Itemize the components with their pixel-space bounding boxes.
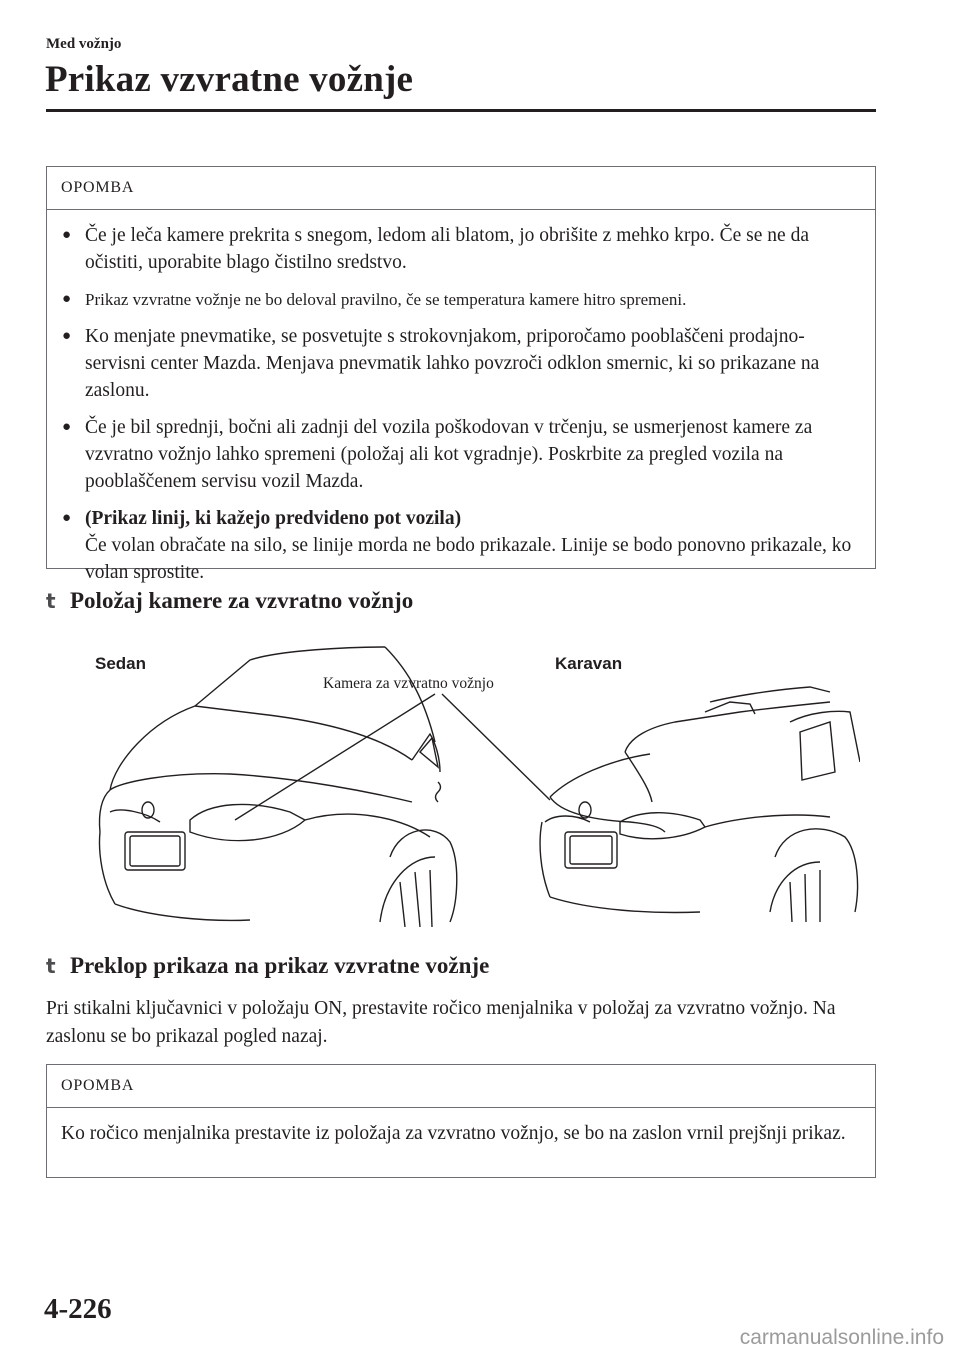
sedan-drawing: [99, 647, 456, 927]
note-item: [61, 222, 861, 276]
note-heading: OPOMBA: [47, 167, 875, 210]
note-box-2: [46, 1064, 876, 1178]
bullet-icon: ●: [62, 419, 72, 435]
section-heading-switch-display: [46, 953, 489, 979]
page-number: 4-226: [44, 1293, 112, 1325]
note-text: Ko ročico menjalnika prestavite iz položaja za vzvratno vožnjo, se bo na zaslon vrnil prejšnji prikaz.: [61, 1123, 846, 1144]
section-marker-icon: t: [46, 954, 56, 978]
bullet-icon: ●: [62, 291, 72, 307]
page-title: Prikaz vzvratne vožnje: [45, 59, 414, 100]
karavan-drawing: [540, 687, 860, 922]
bullet-icon: ●: [62, 510, 72, 526]
section-heading-text: Položaj kamere za vzvratno vožnjo: [70, 588, 414, 613]
section-heading-camera-position: [46, 588, 413, 614]
note-item-text: Če je bil sprednji, bočni ali zadnji del vozila poškodovan v trčenju, se usmerjenost kamere za vzvratno vožnjo lahko spremeni (položaj ali kot vgradnje). Poskrbite za pregled vozila na pooblaščenem servisu vozil Mazda.: [85, 417, 813, 492]
note-item: [61, 286, 861, 313]
figure-label-sedan: Sedan: [95, 654, 147, 673]
figure-callout-camera: Kamera za vzvratno vožnjo: [323, 675, 494, 692]
title-rule: [46, 109, 876, 112]
callout-leader-karavan: [442, 694, 550, 800]
note-item: [61, 505, 861, 586]
note-item-text: Ko menjate pnevmatike, se posvetujte s strokovnjakom, priporočamo pooblaščeni prodajno-servisni center Mazda. Menjava pnevmatik lahko povzroči odklon smernic, ki so prikazane na zaslonu.: [85, 326, 820, 401]
watermark: carmanualsonline.info: [739, 1326, 944, 1349]
callout-leader-sedan: [235, 694, 435, 820]
car-illustration: [90, 642, 860, 927]
note-box-1: [46, 166, 876, 583]
note-item: [61, 414, 861, 495]
section-marker-icon: t: [46, 589, 56, 613]
section-heading-text: Preklop prikaza na prikaz vzvratne vožnje: [70, 953, 490, 978]
bullet-icon: ●: [62, 227, 72, 243]
figure-label-karavan: Karavan: [555, 654, 623, 673]
note-heading: OPOMBA: [47, 1065, 875, 1108]
note-item: [61, 323, 861, 404]
note-item-text: Prikaz vzvratne vožnje ne bo deloval pravilno, če se temperatura kamere hitro spremeni.: [85, 290, 687, 309]
note-list: [47, 210, 875, 606]
bullet-icon: ●: [62, 328, 72, 344]
note-item-text: Če volan obračate na silo, se linije morda ne bodo prikazale. Linije se bodo ponovno prikazale, ko volan sprostite.: [85, 535, 852, 583]
body-paragraph: Pri stikalni ključavnici v položaju ON, prestavite ročico menjalnika v položaj za vzvratno vožnjo. Na zaslonu se bo prikazal pogled nazaj.: [46, 998, 836, 1047]
note-item-text: Če je leča kamere prekrita s snegom, ledom ali blatom, jo obrišite z mehko krpo. Če se ne da očistiti, uporabite blago čistilno sredstvo.: [85, 225, 809, 273]
section-kicker: Med vožnjo: [46, 36, 122, 52]
camera-position-figure: [90, 642, 860, 927]
note-item-title: (Prikaz linij, ki kažejo predvideno pot vozila): [85, 508, 462, 529]
